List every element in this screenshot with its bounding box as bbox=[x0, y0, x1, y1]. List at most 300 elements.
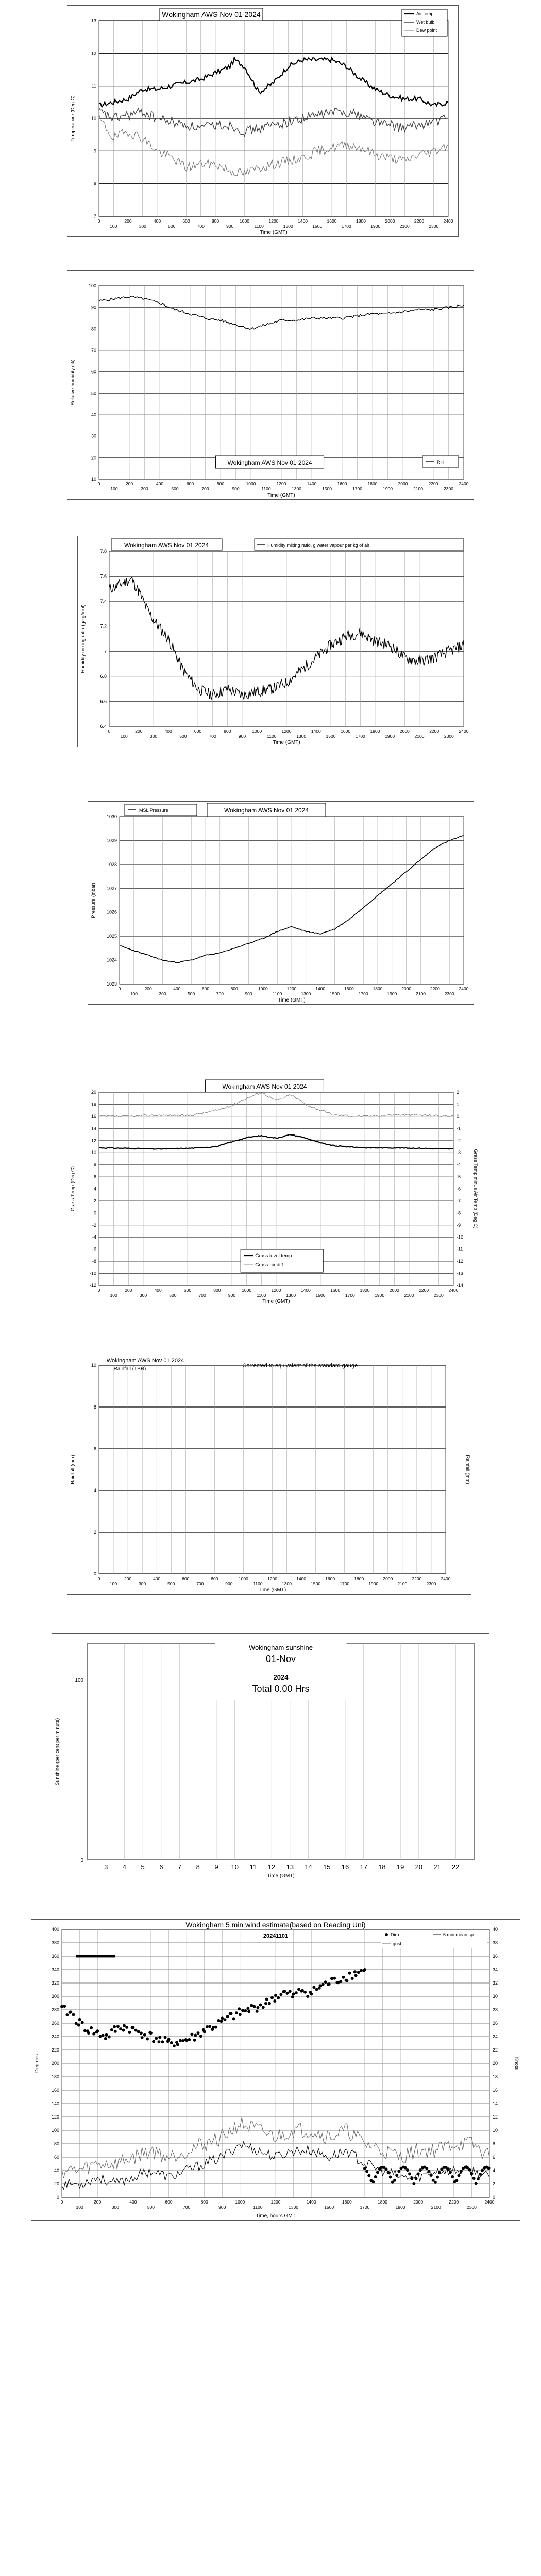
x-tick-label: 300 bbox=[149, 734, 158, 739]
y2-tick-label: 18 bbox=[493, 2074, 498, 2079]
x-tick-label: 17 bbox=[360, 1863, 367, 1871]
dirn-point bbox=[69, 2010, 72, 2013]
dirn-point bbox=[250, 2004, 253, 2007]
dirn-point bbox=[125, 2026, 128, 2029]
x-tick-label: 1100 bbox=[261, 486, 271, 492]
y2-axis-label: Knots bbox=[514, 2057, 519, 2070]
dirn-point bbox=[389, 2176, 392, 2179]
y2-tick-label: -1 bbox=[457, 1126, 461, 1131]
chart-pressure bbox=[88, 801, 474, 1005]
dirn-point bbox=[253, 2005, 256, 2008]
dirn-point bbox=[83, 2029, 87, 2032]
x-tick-label: 700 bbox=[196, 1581, 204, 1586]
dirn-point bbox=[342, 1976, 345, 1979]
dirn-point bbox=[208, 2025, 211, 2028]
x-tick-label: 100 bbox=[130, 991, 138, 996]
dirn-point bbox=[167, 2038, 171, 2041]
chart-svg-humidity bbox=[67, 270, 474, 500]
y-tick-label: 140 bbox=[51, 2101, 59, 2106]
y-tick-label: 8 bbox=[93, 1404, 96, 1410]
dirn-point bbox=[190, 2033, 193, 2036]
dirn-point bbox=[376, 2171, 379, 2174]
y2-axis-label: Rainfall (mm) bbox=[465, 1455, 470, 1484]
y-tick-label: 10 bbox=[91, 1150, 96, 1156]
dirn-point bbox=[217, 2019, 220, 2022]
y-tick-label: 0 bbox=[93, 1571, 96, 1577]
x-tick-label: 1700 bbox=[352, 486, 362, 492]
dirn-point bbox=[206, 2025, 209, 2028]
x-tick-label: 2100 bbox=[404, 1293, 414, 1298]
chart-wind bbox=[31, 1919, 520, 2221]
dirn-point bbox=[367, 2174, 370, 2177]
chart-humidity bbox=[67, 270, 474, 500]
y-tick-label: 1023 bbox=[106, 981, 117, 987]
y-tick-label: 7.2 bbox=[100, 623, 107, 629]
x-tick-label: 400 bbox=[153, 1576, 161, 1581]
x-tick-label: 200 bbox=[135, 728, 143, 734]
dirn-point bbox=[351, 1977, 354, 1980]
chart-total: Total 0.00 Hrs bbox=[252, 1684, 310, 1694]
dirn-point bbox=[185, 2039, 188, 2042]
y2-tick-label: 38 bbox=[493, 1940, 498, 1945]
y-tick-label: 18 bbox=[91, 1101, 96, 1107]
legend-label: Grass level temp bbox=[255, 1253, 292, 1259]
dirn-point bbox=[176, 2043, 179, 2046]
y-tick-label: 12 bbox=[91, 50, 96, 56]
x-tick-label: 1600 bbox=[330, 1287, 341, 1293]
chart-svg-wind bbox=[31, 1919, 520, 2221]
y2-tick-label: -6 bbox=[457, 1186, 461, 1192]
dirn-point bbox=[393, 2179, 396, 2182]
x-tick-label: 1800 bbox=[378, 2199, 387, 2205]
x-tick-label: 1000 bbox=[242, 1287, 252, 1293]
x-tick-label: 800 bbox=[200, 2199, 208, 2205]
y-axis-label: Temperature (Deg C) bbox=[70, 95, 76, 142]
dirn-point bbox=[199, 2035, 202, 2038]
dirn-point bbox=[128, 2031, 131, 2034]
dirn-point bbox=[475, 2182, 478, 2185]
dirn-point bbox=[372, 2180, 375, 2183]
dirn-point bbox=[197, 2031, 200, 2035]
x-tick-label: 600 bbox=[183, 1287, 192, 1293]
x-tick-label: 1900 bbox=[375, 1293, 385, 1298]
y-tick-label: 0 bbox=[80, 1858, 83, 1863]
dirn-point bbox=[212, 2026, 215, 2029]
dirn-point bbox=[164, 2036, 167, 2039]
x-tick-label: 1200 bbox=[268, 218, 279, 224]
x-tick-label: 1400 bbox=[298, 218, 308, 224]
x-tick-label: 0 bbox=[97, 481, 100, 486]
dirn-point bbox=[194, 2033, 197, 2037]
y-tick-label: 200 bbox=[51, 2061, 59, 2066]
dirn-point bbox=[406, 2168, 409, 2172]
dirn-point bbox=[397, 2170, 400, 2173]
y-tick-label: 300 bbox=[51, 1994, 59, 1999]
x-tick-label: 13 bbox=[286, 1863, 294, 1871]
y-tick-label: 10 bbox=[91, 116, 96, 121]
dirn-point bbox=[262, 2006, 265, 2009]
legend-label: Dirn bbox=[391, 1932, 399, 1937]
y-tick-label: 50 bbox=[91, 391, 96, 396]
legend-label: Grass-air diff bbox=[255, 1262, 283, 1268]
y-tick-label: 13 bbox=[91, 18, 96, 23]
dirn-point bbox=[146, 2038, 149, 2041]
x-tick-label: 2000 bbox=[385, 218, 395, 224]
chart-mixing-ratio bbox=[77, 536, 474, 747]
x-tick-label: 2400 bbox=[459, 481, 469, 486]
chart-title: Wokingham AWS Nov 01 2024 bbox=[222, 1083, 307, 1090]
dirn-point bbox=[81, 2021, 84, 2024]
y2-tick-label: -3 bbox=[457, 1150, 461, 1156]
legend-label: 5 min mean sp bbox=[443, 1932, 474, 1937]
y-tick-label: 220 bbox=[51, 2047, 59, 2053]
x-tick-label: 500 bbox=[147, 2205, 155, 2210]
x-tick-label: 200 bbox=[144, 986, 152, 991]
x-axis-label: Time (GMT) bbox=[278, 997, 306, 1003]
x-tick-label: 800 bbox=[230, 986, 238, 991]
x-tick-label: 2400 bbox=[443, 218, 453, 224]
y-tick-label: 4 bbox=[93, 1186, 96, 1192]
x-tick-label: 1900 bbox=[383, 486, 393, 492]
chart-title: Wokingham AWS Nov 01 2024 bbox=[162, 10, 261, 19]
chart-note: Corrected to equivalent of the standard gauge bbox=[242, 1363, 358, 1369]
x-tick-label: 800 bbox=[216, 481, 225, 486]
x-tick-label: 800 bbox=[211, 1576, 218, 1581]
x-tick-label: 1900 bbox=[395, 2205, 405, 2210]
dirn-point bbox=[408, 2172, 411, 2175]
dirn-point bbox=[292, 1992, 295, 1995]
dirn-point bbox=[312, 1986, 315, 1989]
y2-tick-label: 1 bbox=[457, 1101, 460, 1107]
y2-tick-label: 32 bbox=[493, 1980, 498, 1986]
y-tick-label: -10 bbox=[89, 1270, 96, 1276]
x-tick-label: 600 bbox=[182, 1576, 190, 1581]
y-tick-label: 180 bbox=[51, 2074, 59, 2079]
y-tick-label: 280 bbox=[51, 2007, 59, 2012]
x-tick-label: 400 bbox=[173, 986, 181, 991]
x-tick-label: 300 bbox=[139, 1293, 147, 1298]
dirn-point bbox=[336, 1981, 340, 1984]
x-tick-label: 2300 bbox=[444, 734, 454, 739]
dirn-point bbox=[434, 2181, 437, 2184]
y2-tick-label: -5 bbox=[457, 1174, 461, 1180]
y2-tick-label: 2 bbox=[457, 1090, 460, 1095]
dirn-point bbox=[256, 2006, 259, 2009]
chart-title: Wokingham sunshine bbox=[248, 1643, 313, 1651]
y2-tick-label: 0 bbox=[493, 2195, 496, 2200]
y-tick-label: 40 bbox=[54, 2168, 59, 2173]
dirn-point bbox=[114, 2030, 117, 2033]
legend-label: Air temp bbox=[416, 11, 434, 16]
y-tick-label: 0 bbox=[56, 2195, 59, 2200]
x-tick-label: 200 bbox=[125, 1287, 132, 1293]
dirn-point bbox=[140, 2031, 143, 2035]
dirn-point bbox=[63, 2005, 66, 2008]
x-tick-label: 1200 bbox=[286, 986, 297, 991]
y-tick-label: 320 bbox=[51, 1980, 59, 1986]
legend-swatch bbox=[385, 1933, 388, 1936]
chart-svg-mixing-ratio bbox=[77, 536, 474, 747]
x-tick-label: 0 bbox=[60, 2199, 63, 2205]
x-tick-label: 2100 bbox=[431, 2205, 441, 2210]
chart-title: Wokingham AWS Nov 01 2024 bbox=[224, 807, 309, 814]
dirn-point bbox=[137, 2030, 140, 2033]
chart-sunshine bbox=[52, 1633, 489, 1880]
y-tick-label: 1025 bbox=[106, 934, 117, 939]
dirn-point bbox=[333, 1977, 336, 1980]
x-tick-label: 300 bbox=[141, 486, 148, 492]
x-tick-label: 2300 bbox=[433, 1293, 444, 1298]
x-tick-label: 1100 bbox=[253, 1581, 263, 1586]
x-tick-label: 1400 bbox=[296, 1576, 307, 1581]
legend-label: gust bbox=[393, 1941, 402, 1946]
y2-tick-label: 24 bbox=[493, 2034, 498, 2039]
x-tick-label: 2100 bbox=[414, 734, 425, 739]
y2-tick-label: 34 bbox=[493, 1967, 498, 1972]
y-tick-label: 9 bbox=[93, 148, 96, 154]
x-tick-label: 1500 bbox=[326, 734, 336, 739]
dirn-point bbox=[256, 2010, 259, 2013]
dirn-point bbox=[214, 2026, 217, 2029]
dirn-point bbox=[472, 2177, 476, 2180]
x-tick-label: 1500 bbox=[330, 991, 340, 996]
x-tick-label: 400 bbox=[156, 481, 164, 486]
x-tick-label: 100 bbox=[120, 734, 128, 739]
dirn-point bbox=[274, 1994, 277, 1997]
chart-svg-temperature bbox=[67, 5, 459, 237]
x-tick-label: 7 bbox=[177, 1863, 182, 1871]
y-tick-label: 7.8 bbox=[100, 549, 107, 554]
y2-tick-label: -7 bbox=[457, 1198, 461, 1204]
x-tick-label: 1400 bbox=[300, 1287, 311, 1293]
y-tick-label: 7 bbox=[93, 214, 96, 219]
x-tick-label: 1300 bbox=[283, 224, 293, 229]
x-tick-label: 20 bbox=[415, 1863, 423, 1871]
y-tick-label: 40 bbox=[91, 412, 96, 417]
dirn-point bbox=[223, 2018, 226, 2021]
y-tick-label: 160 bbox=[51, 2088, 59, 2093]
dirn-point bbox=[487, 2167, 491, 2170]
x-tick-label: 1800 bbox=[367, 481, 378, 486]
y-tick-label: 6.6 bbox=[100, 699, 107, 704]
y-tick-label: 380 bbox=[51, 1940, 59, 1945]
y-tick-label: 10 bbox=[91, 1363, 96, 1368]
y-tick-label: 20 bbox=[54, 2181, 59, 2187]
dirn-point bbox=[273, 1999, 276, 2003]
x-tick-label: 900 bbox=[225, 1581, 233, 1586]
x-tick-label: 1300 bbox=[289, 2205, 299, 2210]
chart-title: Wokingham AWS Nov 01 2024 bbox=[227, 459, 312, 466]
dirn-point bbox=[279, 1993, 282, 1996]
legend-label: RH bbox=[437, 460, 444, 465]
x-tick-label: 900 bbox=[226, 224, 234, 229]
dirn-point bbox=[339, 1980, 342, 1983]
x-tick-label: 900 bbox=[232, 486, 240, 492]
dirn-point bbox=[155, 2037, 158, 2040]
x-tick-label: 2100 bbox=[416, 991, 426, 996]
x-tick-label: 2300 bbox=[466, 2205, 477, 2210]
y2-tick-label: -10 bbox=[457, 1234, 464, 1240]
dirn-point bbox=[436, 2176, 439, 2179]
dirn-point bbox=[412, 2182, 415, 2185]
dirn-point bbox=[318, 1984, 322, 1987]
y-tick-label: -2 bbox=[92, 1222, 96, 1228]
x-tick-label: 1900 bbox=[368, 1581, 379, 1586]
x-tick-label: 800 bbox=[213, 1287, 221, 1293]
dirn-point bbox=[427, 2170, 430, 2173]
x-tick-label: 500 bbox=[179, 734, 187, 739]
x-tick-label: 600 bbox=[194, 728, 202, 734]
x-tick-label: 8 bbox=[196, 1863, 200, 1871]
dirn-point bbox=[179, 2039, 182, 2042]
x-tick-label: 2300 bbox=[426, 1581, 436, 1586]
dirn-point bbox=[348, 1972, 351, 1975]
dirn-point bbox=[244, 2009, 247, 2012]
legend-label: MSL Pressure bbox=[139, 808, 168, 813]
x-tick-label: 2000 bbox=[383, 1576, 393, 1581]
dirn-point bbox=[157, 2040, 160, 2043]
x-axis-label: Time (GMT) bbox=[267, 1873, 295, 1879]
dirn-point bbox=[239, 2013, 242, 2016]
dirn-point bbox=[60, 2005, 63, 2008]
y2-tick-label: -11 bbox=[457, 1246, 463, 1252]
dirn-point bbox=[90, 2026, 93, 2029]
chart-title: Wokingham AWS Nov 01 2024 bbox=[106, 1358, 184, 1364]
y2-tick-label: 10 bbox=[493, 2128, 498, 2133]
x-tick-label: 1900 bbox=[387, 991, 397, 996]
y-tick-label: 7 bbox=[104, 649, 107, 654]
x-tick-label: 1800 bbox=[373, 986, 383, 991]
y-tick-label: 340 bbox=[51, 1967, 59, 1972]
dirn-point bbox=[374, 2175, 377, 2178]
x-tick-label: 100 bbox=[110, 486, 118, 492]
x-tick-label: 0 bbox=[108, 728, 111, 734]
dirn-cluster bbox=[76, 1955, 115, 1957]
x-tick-label: 200 bbox=[94, 2199, 102, 2205]
dirn-point bbox=[306, 1995, 309, 1998]
dirn-point bbox=[235, 2011, 238, 2014]
y-tick-label: 1026 bbox=[106, 909, 117, 915]
y-axis-label: Grass Temp (Deg C) bbox=[70, 1166, 76, 1211]
dirn-point bbox=[330, 1977, 333, 1980]
y-tick-label: 6 bbox=[93, 1446, 96, 1451]
dirn-point bbox=[119, 2027, 122, 2030]
dirn-point bbox=[404, 2166, 407, 2170]
y2-tick-label: 0 bbox=[457, 1113, 460, 1119]
x-tick-label: 300 bbox=[159, 991, 166, 996]
x-tick-label: 1600 bbox=[327, 218, 337, 224]
x-tick-label: 200 bbox=[125, 481, 133, 486]
y2-tick-label: -8 bbox=[457, 1210, 461, 1216]
y-axis-label: Pressure (mbar) bbox=[91, 883, 96, 918]
x-tick-label: 1100 bbox=[267, 734, 277, 739]
x-tick-label: 1000 bbox=[252, 728, 262, 734]
y2-tick-label: 20 bbox=[493, 2061, 498, 2066]
chart-svg-grass-temp bbox=[67, 1077, 479, 1306]
y-tick-label: 60 bbox=[54, 2155, 59, 2160]
x-tick-label: 900 bbox=[218, 2205, 226, 2210]
y-tick-label: 8 bbox=[93, 1162, 96, 1167]
dirn-point bbox=[363, 1968, 366, 1971]
dirn-point bbox=[353, 1970, 357, 1973]
legend-label: Humidity mixing ratio, g water vapour per kg of air bbox=[267, 543, 370, 548]
dirn-point bbox=[265, 1998, 268, 2001]
y2-tick-label: 14 bbox=[493, 2101, 498, 2106]
dirn-point bbox=[363, 2167, 366, 2170]
x-tick-label: 1300 bbox=[296, 734, 307, 739]
y2-tick-label: -4 bbox=[457, 1162, 461, 1167]
x-tick-label: 2300 bbox=[444, 486, 453, 492]
chart-svg-pressure bbox=[88, 801, 474, 1005]
dirn-point bbox=[110, 2028, 113, 2031]
y-tick-label: 10 bbox=[91, 477, 96, 482]
y-tick-label: 260 bbox=[51, 2021, 59, 2026]
x-tick-label: 1300 bbox=[282, 1581, 292, 1586]
x-tick-label: 1000 bbox=[235, 2199, 245, 2205]
x-tick-label: 200 bbox=[124, 1576, 132, 1581]
legend-label: Dew point bbox=[416, 28, 437, 33]
x-tick-label: 2100 bbox=[399, 224, 410, 229]
dirn-point bbox=[226, 2015, 229, 2018]
y2-tick-label: 2 bbox=[493, 2181, 496, 2187]
dirn-point bbox=[328, 1982, 331, 1986]
x-tick-label: 500 bbox=[171, 486, 179, 492]
y-tick-label: 7.4 bbox=[100, 599, 107, 604]
x-tick-label: 2400 bbox=[484, 2199, 495, 2205]
y2-tick-label: 28 bbox=[493, 2007, 498, 2012]
x-tick-label: 10 bbox=[231, 1863, 239, 1871]
x-tick-label: 18 bbox=[378, 1863, 386, 1871]
y2-tick-label: 40 bbox=[493, 1927, 498, 1932]
chart-svg-rainfall bbox=[67, 1350, 471, 1595]
y2-tick-label: 22 bbox=[493, 2047, 498, 2053]
dirn-point bbox=[123, 2024, 126, 2027]
y-tick-label: -6 bbox=[92, 1246, 96, 1252]
x-tick-label: 1300 bbox=[286, 1293, 296, 1298]
y-tick-label: 80 bbox=[54, 2141, 59, 2146]
y-tick-label: 6 bbox=[93, 1174, 96, 1180]
x-tick-label: 100 bbox=[76, 2205, 83, 2210]
dirn-point bbox=[270, 1996, 274, 1999]
dirn-point bbox=[291, 1995, 294, 1998]
y2-tick-label: 4 bbox=[493, 2168, 496, 2173]
x-tick-label: 2300 bbox=[429, 224, 439, 229]
x-tick-label: 1800 bbox=[370, 728, 380, 734]
x-axis-label: Time (GMT) bbox=[267, 493, 295, 498]
y-tick-label: 1024 bbox=[106, 957, 117, 963]
x-tick-label: 1300 bbox=[292, 486, 301, 492]
x-tick-label: 2200 bbox=[414, 218, 424, 224]
chart-temperature bbox=[67, 5, 459, 237]
y-tick-label: -4 bbox=[92, 1234, 96, 1240]
x-tick-label: 1000 bbox=[238, 1576, 248, 1581]
x-tick-label: 2400 bbox=[441, 1576, 451, 1581]
chart-grass-temp bbox=[67, 1077, 479, 1306]
dirn-point bbox=[283, 1990, 286, 1993]
y-tick-label: -12 bbox=[89, 1283, 96, 1288]
y-tick-label: 11 bbox=[91, 83, 96, 89]
x-tick-label: 0 bbox=[118, 986, 121, 991]
y-tick-label: 60 bbox=[91, 369, 96, 375]
x-tick-label: 400 bbox=[154, 1287, 162, 1293]
x-tick-label: 1400 bbox=[315, 986, 326, 991]
x-tick-label: 300 bbox=[139, 224, 146, 229]
dirn-point bbox=[96, 2029, 99, 2032]
y2-axis-label: Grass Temp minus Air Temp (Deg C) bbox=[472, 1149, 478, 1229]
x-tick-label: 1600 bbox=[337, 481, 347, 486]
dirn-point bbox=[455, 2179, 458, 2182]
dirn-point bbox=[92, 2032, 95, 2036]
